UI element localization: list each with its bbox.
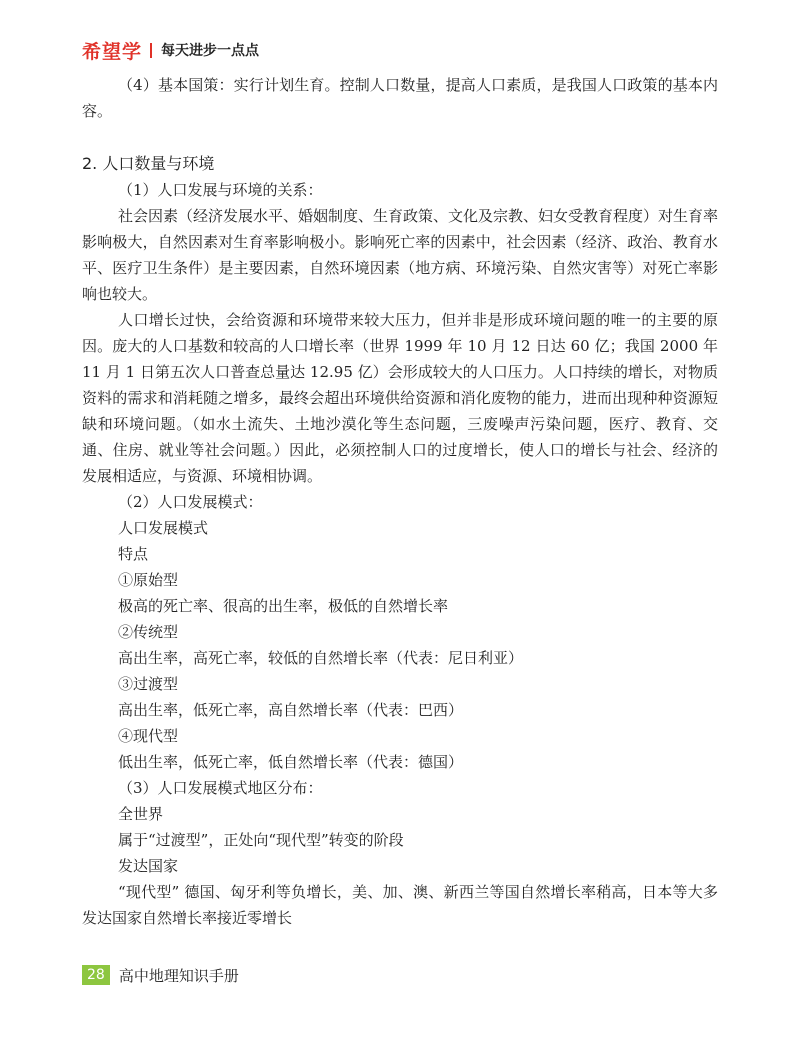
brand-logo: 希望学 bbox=[82, 40, 143, 63]
policy-paragraph: （4）基本国策：实行计划生育。控制人口数量，提高人口素质，是我国人口政策的基本内容。 bbox=[82, 76, 718, 120]
list-item: 特点 bbox=[118, 545, 149, 563]
page-number: 28 bbox=[82, 965, 110, 985]
header-slogan: 每天进步一点点 bbox=[161, 43, 260, 59]
list-item: 低出生率，低死亡率，低自然增长率（代表：德国） bbox=[118, 753, 464, 771]
subsection-heading: （1）人口发展与环境的关系： bbox=[118, 181, 323, 199]
subsection-heading: （2）人口发展模式： bbox=[118, 493, 263, 511]
body-paragraph: 社会因素（经济发展水平、婚姻制度、生育政策、文化及宗教、妇女受教育程度）对生育率影响极大，自然因素对生育率影响极小。影响死亡率的因素中，社会因素（经济、政治、教育水平、医疗卫生条件）是主要因素，自然环境因素（地方病、环境污染、自然灾害等）对死亡率影响也较大。 bbox=[82, 207, 719, 303]
list-item: 高出生率，高死亡率，较低的自然增长率（代表：尼日利亚） bbox=[118, 649, 524, 667]
page-footer bbox=[82, 963, 239, 987]
list-item: 高出生率，低死亡率，高自然增长率（代表：巴西） bbox=[118, 701, 464, 719]
page-header bbox=[82, 38, 259, 62]
header-divider bbox=[150, 43, 152, 58]
list-item: ④现代型 bbox=[118, 727, 179, 745]
section-heading: 2. 人口数量与环境 bbox=[82, 154, 215, 173]
book-title: 高中地理知识手册 bbox=[118, 966, 239, 985]
list-item: 属于“过渡型”，正处向“现代型”转变的阶段 bbox=[118, 831, 404, 849]
body-paragraph: “现代型” 德国、匈牙利等负增长，美、加、澳、新西兰等国自然增长率稍高，日本等大多发达国家自然增长率接近零增长 bbox=[82, 883, 718, 927]
list-item: 极高的死亡率、很高的出生率，极低的自然增长率 bbox=[118, 597, 449, 615]
subsection-heading: （3）人口发展模式地区分布： bbox=[118, 779, 323, 797]
list-item: ②传统型 bbox=[118, 623, 179, 641]
list-item: 人口发展模式 bbox=[118, 519, 209, 537]
body-paragraph: 人口增长过快，会给资源和环境带来较大压力，但并非是形成环境问题的唯一的主要的原因。庞大的人口基数和较高的人口增长率（世界 1999 年 10 月 12 日达 60 亿；我国 2000 年 11 月 1 日第五次人口普查总量达 12.95 亿）会形成较大的人口压力。人口持续的增长，对物质资料的需求和消耗随之增多，最终会超出环境供给资源和消化废物的能力，进而出现种种资源短缺和环境问题。（如水土流失、土地沙漠化等生态问题，三废噪声污染问题，医疗、教育、交通、住房、就业等社会问题。）因此，必须控制人口的过度增长，使人口的增长与社会、经济的发展相适应，与资源、环境相协调。 bbox=[82, 311, 718, 485]
list-item: 发达国家 bbox=[118, 857, 179, 875]
list-item: ③过渡型 bbox=[118, 675, 179, 693]
page-content bbox=[82, 72, 718, 931]
list-item: ①原始型 bbox=[118, 571, 179, 589]
list-item: 全世界 bbox=[118, 805, 164, 823]
